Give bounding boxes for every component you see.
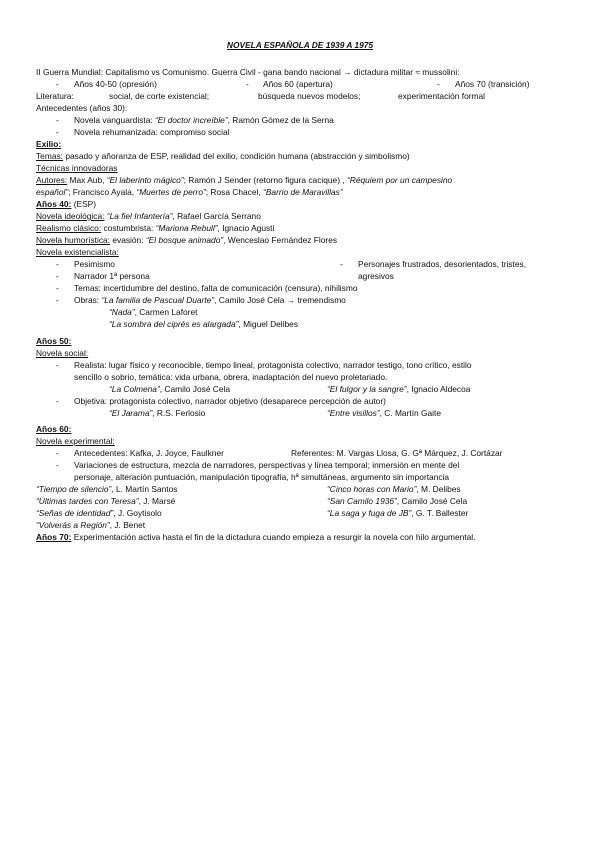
page-title: NOVELA ESPAÑOLA DE 1939 A 1975: [226, 40, 374, 50]
work-title: “Réquiem por un campesino: [346, 175, 453, 185]
work-title: “Volverás a Región”: [36, 520, 110, 530]
obra-volveras-region: [36, 520, 145, 531]
pesimismo-item: Pesimismo: [74, 259, 115, 269]
work-title: “El laberinto mágico”: [106, 175, 184, 185]
novela-ideologica-line: [36, 211, 261, 222]
work-title: español”: [36, 187, 69, 197]
work-title: “Muertes de perro”: [136, 187, 206, 197]
text: evasión:: [110, 235, 146, 245]
author: , Camilo José Cela → tremendismo: [214, 295, 346, 305]
variaciones-line-2: personaje, alteración puntuación, manipulación tipografía, hª simultáneas, argumento sin importancia: [74, 472, 450, 482]
work-title: “El doctor increíble”: [155, 115, 228, 125]
work-title: “Entre visillos”: [327, 408, 380, 418]
section-anos70-heading: Años 70:: [36, 532, 72, 542]
section-anos50-heading: Años 50:: [36, 336, 72, 346]
author: , L. Martín Santos: [111, 484, 178, 494]
obra-san-camilo: [327, 496, 467, 507]
period-60: Años 60 (apertura): [263, 79, 333, 89]
literatura-item-social: social, de corte existencial;: [109, 91, 210, 101]
section-anos60-heading: Años 60:: [36, 424, 72, 434]
obra-nada: [109, 307, 197, 318]
obra-el-jarama: [109, 408, 205, 419]
author: , Camilo José Cela: [159, 384, 231, 394]
work-title: “El Jarama”: [109, 408, 153, 418]
bullet: -: [56, 448, 59, 458]
work-title: “San Camilo 1936”: [327, 496, 397, 506]
obra-senas-identidad: [36, 508, 162, 519]
novela-existencialista-heading: Novela existencialista:: [36, 247, 119, 257]
antecedentes-line: Antecedentes: Kafka, J. Joyce, Faulkner: [74, 448, 224, 458]
historical-context: II Guerra Mundial: Capitalismo vs Comunismo. Guerra Civil - gana bando nacional → dictadura militar ≈ mussolini:: [36, 67, 460, 77]
autores-label: Autores:: [36, 175, 68, 185]
literatura-item-busqueda: búsqueda nuevos modelos;: [258, 91, 361, 101]
work-title: “Cinco horas con Mario”: [327, 484, 417, 494]
label: Novela humorística:: [36, 235, 111, 245]
literatura-item-experimentacion: experimentación formal: [398, 91, 486, 101]
obra-tiempo-silencio: [36, 484, 177, 495]
author: , M. Delibes: [416, 484, 461, 494]
work-title: “La sombra del ciprés es alargada”: [109, 319, 239, 329]
novela-social-heading: Novela social:: [36, 348, 89, 358]
author: , Miguel Delibes: [238, 319, 299, 329]
temas-text: pasado y añoranza de ESP, realidad del exilio, condición humana (abstracción y simbolismo): [63, 151, 410, 161]
obra-sombra-cipres: [109, 319, 298, 330]
author: , J. Goytisolo: [113, 508, 162, 518]
label: Novela ideológica:: [36, 211, 105, 221]
bullet: -: [56, 295, 59, 305]
work-title: “El fulgor y la sangre”: [327, 384, 407, 394]
bullet: -: [56, 396, 59, 406]
variaciones-line-1: Variaciones de estructura, mezcla de narradores, perspectivas y línea temporal; inmersión en mente del: [74, 460, 460, 470]
exilio-autores-line-1: [36, 175, 452, 186]
novela-rehumanizada-line: Novela rehumanizada: compromiso social: [74, 127, 230, 137]
author: , Carmen Laforet: [134, 307, 198, 317]
obra-la-colmena: [109, 384, 230, 395]
bullet: -: [56, 259, 59, 269]
bullet: -: [56, 79, 59, 89]
work-title: “El bosque animado”: [145, 235, 224, 245]
text: Max Aub,: [67, 175, 107, 185]
bullet: -: [56, 283, 59, 293]
referentes-line: Referentes: M. Vargas Llosa, G. Gª Márquez, J. Cortázar: [291, 448, 503, 458]
work-title: “La saga y fuga de JB”: [327, 508, 412, 518]
narrador-item: Narrador 1ª persona: [74, 271, 150, 281]
obra-saga-fuga-jb: [327, 508, 468, 519]
personajes-item-line-2: agresivos: [358, 271, 394, 281]
author: , J. Marsé: [138, 496, 176, 506]
anos40-heading-line: [36, 199, 96, 210]
personajes-item-line-1: Personajes frustrados, desorientados, tristes,: [358, 259, 527, 269]
label: Novela vanguardista:: [74, 115, 156, 125]
anos70-line: [36, 532, 475, 543]
label: Obras:: [74, 295, 102, 305]
anos70-text: Experimentación activa hasta el fin de la dictadura cuando empieza a resurgir la novela con hilo argumental.: [71, 532, 476, 542]
obra-fulgor-sangre: [327, 384, 470, 395]
bullet: -: [56, 271, 59, 281]
section-anos40-heading: Años 40:: [36, 199, 72, 209]
author: , Ignacio Agustí: [217, 223, 275, 233]
bullet: -: [56, 460, 59, 470]
obra-entre-visillos: [327, 408, 441, 419]
bullet: -: [246, 79, 249, 89]
bullet: -: [56, 115, 59, 125]
text: ; Ramón J Sender (retorno figura cacique) ,: [183, 175, 347, 185]
literatura-label: Literatura:: [36, 91, 74, 101]
novela-experimental-heading: Novela experimental:: [36, 436, 115, 446]
work-title: “La familia de Pascual Duarte”: [101, 295, 215, 305]
author: , Camilo José Cela: [396, 496, 468, 506]
work-title: “La fiel Infantería”: [104, 211, 173, 221]
author: , J. Benet: [109, 520, 146, 530]
tecnicas-innovadoras: Técnicas innovadoras: [36, 163, 118, 173]
author: , Ramón Gómez de la Serna: [227, 115, 334, 125]
text: ; Rosa Chacel,: [205, 187, 264, 197]
realista-line-2: sencillo o sobrio, temática: vida urbana, obrera, inadaptación del nuevo proletariado.: [74, 372, 388, 382]
obra-ultimas-tardes: [36, 496, 175, 507]
text: costumbrista:: [101, 223, 156, 233]
temas-label: Temas:: [36, 151, 63, 161]
realismo-clasico-line: [36, 223, 275, 234]
obras-item: [74, 295, 346, 306]
bullet: -: [56, 127, 59, 137]
work-title: “Tiempo de silencio”: [36, 484, 112, 494]
author: , Ignacio Aldecoa: [406, 384, 471, 394]
period-40-50: Años 40-50 (opresión): [74, 79, 157, 89]
work-title: “Últimas tardes con Teresa”: [36, 496, 139, 506]
bullet: -: [56, 360, 59, 370]
work-title: “Barrio de Maravillas”: [263, 187, 343, 197]
work-title: “Mariona Rebull”: [155, 223, 218, 233]
antecedentes-heading: Antecedentes (años 30):: [36, 103, 128, 113]
author: , G. T. Ballester: [411, 508, 469, 518]
realista-line-1: Realista: lugar físico y reconocible, tiempo lineal, protagonista colectivo, narrador testigo, tono crítico, estilo: [74, 360, 472, 370]
work-title: “La Colmena”: [109, 384, 160, 394]
label: Realismo clásico:: [36, 223, 102, 233]
author: , R.S. Ferlosio: [152, 408, 206, 418]
obra-cinco-horas-mario: [327, 484, 461, 495]
temas-item: Temas: incertidumbre del destino, falta de comunicación (censura), nihilismo: [74, 283, 358, 293]
author: , Wenceslao Fernández Flores: [223, 235, 338, 245]
period-70: Años 70 (transición): [455, 79, 530, 89]
work-title: “Nada”: [109, 307, 135, 317]
novela-vanguardista-line: [74, 115, 334, 126]
bullet: -: [340, 259, 343, 269]
exilio-temas-line: [36, 151, 410, 162]
author: , Rafael García Serrano: [172, 211, 261, 221]
work-title: “Señas de identidad”: [36, 508, 114, 518]
novela-humoristica-line: [36, 235, 337, 246]
exilio-autores-line-2: [36, 187, 343, 198]
author: , C. Martín Gaite: [379, 408, 442, 418]
objetiva-line: Objetiva: protagonista colectivo, narrador objetivo (desaparece percepción de autor): [74, 396, 386, 406]
text: ; Francisco Ayala,: [68, 187, 137, 197]
section-exilio-heading: Exilio:: [36, 139, 62, 149]
anos40-suffix: (ESP): [71, 199, 97, 209]
bullet: -: [437, 79, 440, 89]
